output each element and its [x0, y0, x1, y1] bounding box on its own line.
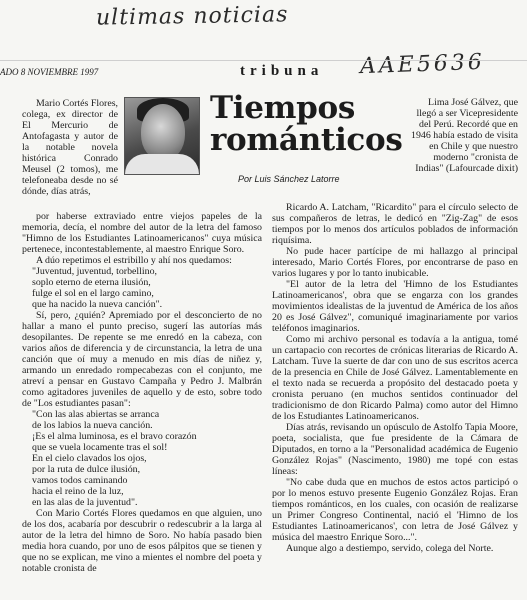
body-paragraph: Días atrás, revisando un opúsculo de Astolfo Tapia Moore, poeta, socialista, que fue presidente de la Cámara de Diputados, en torno a la "Personalidad académica de Eugenio González Rojas" (Nascimento, 1980) me topé con estas líneas:	[272, 422, 518, 477]
verse-line: ¡Es el alma luminosa, es el bravo corazón	[32, 431, 197, 442]
page-header	[0, 60, 527, 83]
section-name: tribuna	[240, 63, 324, 79]
body-paragraph: por haberse extraviado entre viejos papeles de la memoria, decía, el nombre del autor de la letra del famoso "Himno de los Estudiantes Latinoamericanos" cuya música pertenece, incontestablemente, al maestro Enrique Soro.	[22, 211, 262, 255]
body-paragraph: Con Mario Cortés Flores quedamos en que alguien, uno de los dos, acabaría por descubrir o redescubrir a la larga al autor de la letra del himno de Soro. No había pasado bien media hora cuando, por uno de esos pálpitos que se tienen y que no se explican, me vino a mientes el nombre del poeta y notable cronista de	[22, 508, 262, 574]
verse-line: "Con las alas abiertas se arranca	[32, 409, 160, 420]
title-line-2: románticos	[210, 122, 403, 158]
verse-line: hacia el reino de la luz,	[32, 486, 124, 497]
intro-right-column	[406, 97, 518, 210]
verse-line: soplo eterno de eterna ilusión,	[32, 277, 151, 288]
body-column-right	[272, 202, 518, 600]
verse-line: que se vuela locamente tras el sol!	[32, 442, 168, 453]
verse-line: fulge el sol en el largo camino,	[32, 288, 154, 299]
verse-line: por la ruta de dulce ilusión,	[32, 464, 141, 475]
handwritten-source-note: ultimas noticias	[95, 2, 289, 31]
photo-face	[141, 104, 185, 160]
intro-left-column	[22, 98, 118, 211]
title-line-1: Tiempos	[210, 90, 356, 126]
body-column-left	[22, 211, 262, 600]
photo-shoulders	[125, 154, 199, 174]
issue-date: ADO 8 NOVIEMBRE 1997	[0, 67, 99, 77]
body-paragraph: Como mi archivo personal es todavía a la antigua, tomé un cartapacio con recortes de crónicas literarias de Ricardo A. Latcham. Tuve la suerte de dar con uno de sus escritos acerca de la presencia en Chile de José Gálvez. Lamentablemente en el texto nada se recuerda a propósito del destacado poeta y cronista peruano (en muchos sentidos continuador del tradicionismo de don Ricardo Palma) como autor del Himno de los Estudiantes Latinoamericanos.	[272, 334, 518, 422]
verse-line: En el cielo clavados los ojos,	[32, 453, 147, 464]
article-title	[210, 92, 410, 156]
handwritten-archive-code: AAE5636	[359, 49, 486, 80]
verse-line: vamos todos caminando	[32, 475, 128, 486]
verse-line: en las alas de la juventud".	[32, 497, 138, 508]
body-paragraph: Sí, pero, ¿quién? Apremiado por el desconcierto de no hallar a mano el punto preciso, sugerí las autorías más desopilantes. De repente se me enredó en la cabeza, con varios años de diferencia y de circunstancia, la letra de una canción que oí muy a menudo en mis días de niñez y, armando un enredado rompecabezas con el conjunto, me atreví a pensar en Gustavo Campaña y Pedro J. Malbrán como agitadores juveniles de aquello y de esto, sobre todo de "Los estudiantes pasan":	[22, 310, 262, 409]
author-photo	[124, 97, 200, 175]
body-paragraph: Aunque algo a destiempo, servido, colega del Norte.	[286, 543, 494, 554]
body-paragraph: A dúo repetimos el estribillo y ahí nos quedamos:	[36, 255, 232, 266]
intro-right-paragraph: Lima José Gálvez, que llegó a ser Vicepresidente del Perú. Recordé que en 1946 había estado de visita en Chile y que nuestro moderno "cronista de Indias" (Lafourcade dixit)	[411, 97, 518, 174]
body-paragraph: "El autor de la letra del 'Himno de los Estudiantes Latinoamericanos', obra que se engarza con los grandes movimientos idealistas de la juventud de América de los años 20 es José Gálvez", comuniqué imaginariamente por varios teléfonos imaginarios.	[272, 279, 518, 334]
verse-line: que ha nacido la nueva canción".	[32, 299, 163, 310]
verse-line: "Juventud, juventud, torbellino,	[32, 266, 157, 277]
body-paragraph: No pude hacer partícipe de mi hallazgo al principal interesado, Mario Cortés Flores, por encontrarse de paso en varios lugares y por lo tanto inubicable.	[272, 246, 518, 279]
body-paragraph: Ricardo A. Latcham, "Ricardito" para el círculo selecto de sus compañeros de letras, le dedicó en "Zig-Zag" de esos tiempos por lo menos dos artículos poblados de información riquísima.	[272, 202, 518, 246]
verse-line: de los labios la nueva canción.	[32, 420, 153, 431]
body-paragraph: "No cabe duda que en muchos de estos actos participó o por lo menos estuvo presente Eugenio González Rojas. Eran tiempos románticos, en los cuales, con ocasión de realizarse un Primer Congreso Continental, nació el 'Himno de los Estudiantes Latinoamericanos', con letra de José Gálvez y música del maestro Enrique Soro...".	[272, 477, 518, 543]
intro-left-paragraph: Mario Cortés Flores, colega, ex director de El Mercurio de Antofagasta y autor de la notable novela histórica Conrado Meusel (2 tomos), me telefoneaba desde no sé dónde, días atrás,	[22, 98, 118, 197]
byline: Por Luis Sánchez Latorre	[238, 174, 340, 184]
